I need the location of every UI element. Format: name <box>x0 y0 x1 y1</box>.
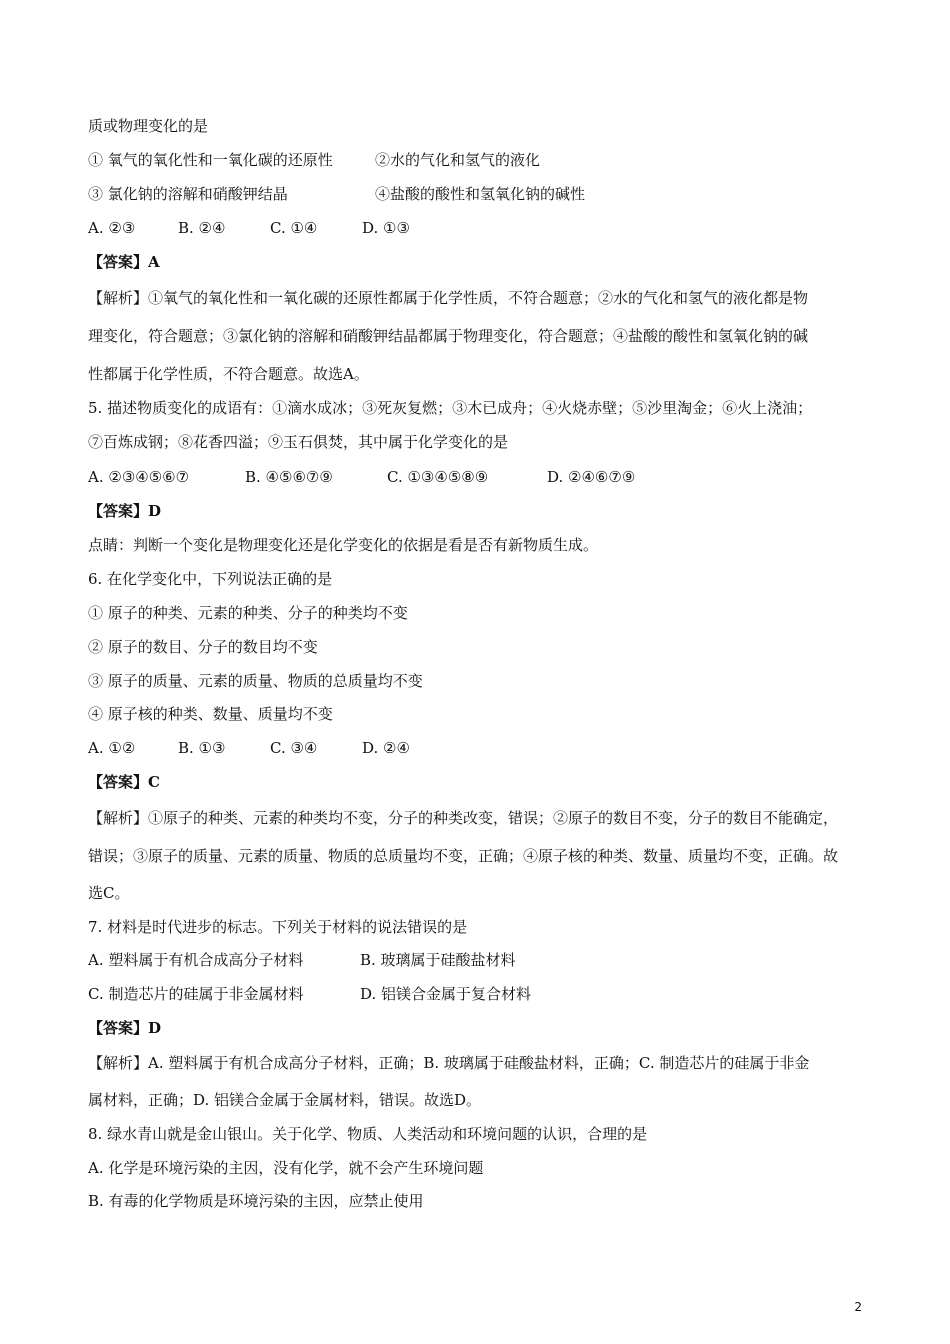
q8-stem: 8. 绿水青山就是金山银山。关于化学、物质、人类活动和环境问题的认识，合理的是 <box>88 1125 648 1143</box>
q4-items-row-2 <box>88 184 874 204</box>
q6-analysis-line-1: 【解析】①原子的种类、元素的种类均不变，分子的种类改变，错误；②原子的数目不变，分子的数目不能确定， <box>88 809 839 827</box>
q4-option-b: B. ②④ <box>178 219 226 237</box>
q7-option-b: B. 玻璃属于硅酸盐材料 <box>360 951 516 969</box>
q7-option-c: C. 制造芯片的硅属于非金属材料 <box>88 985 304 1003</box>
q4-option-c: C. ①④ <box>270 219 318 237</box>
q4-items-row-1 <box>88 150 874 170</box>
q5-option-b: B. ④⑤⑥⑦⑨ <box>245 468 333 486</box>
q7-options-row-2 <box>88 984 874 1004</box>
q6-item-3: ③ 原子的质量、元素的质量、物质的总质量均不变 <box>88 672 423 690</box>
q6-option-c: C. ③④ <box>270 739 318 757</box>
q4-options <box>88 218 874 238</box>
q4-option-d: D. ①③ <box>362 219 410 237</box>
q4-item-4: ④盐酸的酸性和氢氧化钠的碱性 <box>375 185 586 203</box>
q5-answer: 【答案】D <box>88 502 162 520</box>
q5-stem-line-1: 5. 描述物质变化的成语有：①滴水成冰；③死灰复燃；③木已成舟；④火烧赤壁；⑤沙里淘金；⑥火上浇油； <box>88 399 813 417</box>
q6-analysis-line-3: 选C。 <box>88 884 130 902</box>
q6-answer: 【答案】C <box>88 773 160 791</box>
q6-option-d: D. ②④ <box>362 739 410 757</box>
q4-item-1: ① 氧气的氧化性和一氧化碳的还原性 <box>88 151 333 169</box>
q6-option-b: B. ①③ <box>178 739 226 757</box>
q4-analysis-line-3: 性都属于化学性质，不符合题意。故选A。 <box>88 365 369 383</box>
q5-options <box>88 467 874 487</box>
q4-option-a: A. ②③ <box>88 219 136 237</box>
q4-analysis-line-1: 【解析】①氧气的氧化性和一氧化碳的还原性都属于化学性质，不符合题意；②水的气化和氢气的液化都是物 <box>88 289 809 307</box>
q6-options <box>88 738 874 758</box>
q7-answer: 【答案】D <box>88 1019 162 1037</box>
q4-item-2: ②水的气化和氢气的液化 <box>375 151 541 169</box>
q7-analysis-line-1: 【解析】A. 塑料属于有机合成高分子材料，正确；B. 玻璃属于硅酸盐材料，正确；C. 制造芯片的硅属于非金 <box>88 1054 810 1072</box>
q7-stem: 7. 材料是时代进步的标志。下列关于材料的说法错误的是 <box>88 918 468 936</box>
q5-option-a: A. ②③④⑤⑥⑦ <box>88 468 190 486</box>
q5-stem-line-2: ⑦百炼成钢；⑧花香四溢；⑨玉石俱焚，其中属于化学变化的是 <box>88 433 509 451</box>
q4-stem-tail: 质或物理变化的是 <box>88 117 209 135</box>
q5-option-d: D. ②④⑥⑦⑨ <box>547 468 636 486</box>
q4-analysis-line-2: 理变化，符合题意；③氯化钠的溶解和硝酸钾结晶都属于物理变化，符合题意；④盐酸的酸性和氢氧化钠的碱 <box>88 327 809 345</box>
q4-answer: 【答案】A <box>88 253 160 271</box>
q6-item-2: ② 原子的数目、分子的数目均不变 <box>88 638 318 656</box>
q7-option-d: D. 铝镁合金属于复合材料 <box>360 985 532 1003</box>
q7-analysis-line-2: 属材料，正确；D. 铝镁合金属于金属材料，错误。故选D。 <box>88 1091 482 1109</box>
page-number: 2 <box>854 1300 862 1314</box>
q6-option-a: A. ①② <box>88 739 136 757</box>
q4-item-3: ③ 氯化钠的溶解和硝酸钾结晶 <box>88 185 288 203</box>
q5-option-c: C. ①③④⑤⑧⑨ <box>387 468 489 486</box>
q8-option-b: B. 有毒的化学物质是环境污染的主因，应禁止使用 <box>88 1192 424 1210</box>
q6-item-4: ④ 原子核的种类、数量、质量均不变 <box>88 705 333 723</box>
q8-option-a: A. 化学是环境污染的主因，没有化学，就不会产生环境问题 <box>88 1159 484 1177</box>
q5-note: 点睛：判断一个变化是物理变化还是化学变化的依据是看是否有新物质生成。 <box>88 536 599 554</box>
q6-analysis-line-2: 错误；③原子的质量、元素的质量、物质的总质量均不变，正确；④原子核的种类、数量、质量均不变，正确。故 <box>88 847 839 865</box>
q7-option-a: A. 塑料属于有机合成高分子材料 <box>88 951 304 969</box>
q6-stem: 6. 在化学变化中，下列说法正确的是 <box>88 570 333 588</box>
q6-item-1: ① 原子的种类、元素的种类、分子的种类均不变 <box>88 604 408 622</box>
q7-options-row-1 <box>88 950 874 970</box>
